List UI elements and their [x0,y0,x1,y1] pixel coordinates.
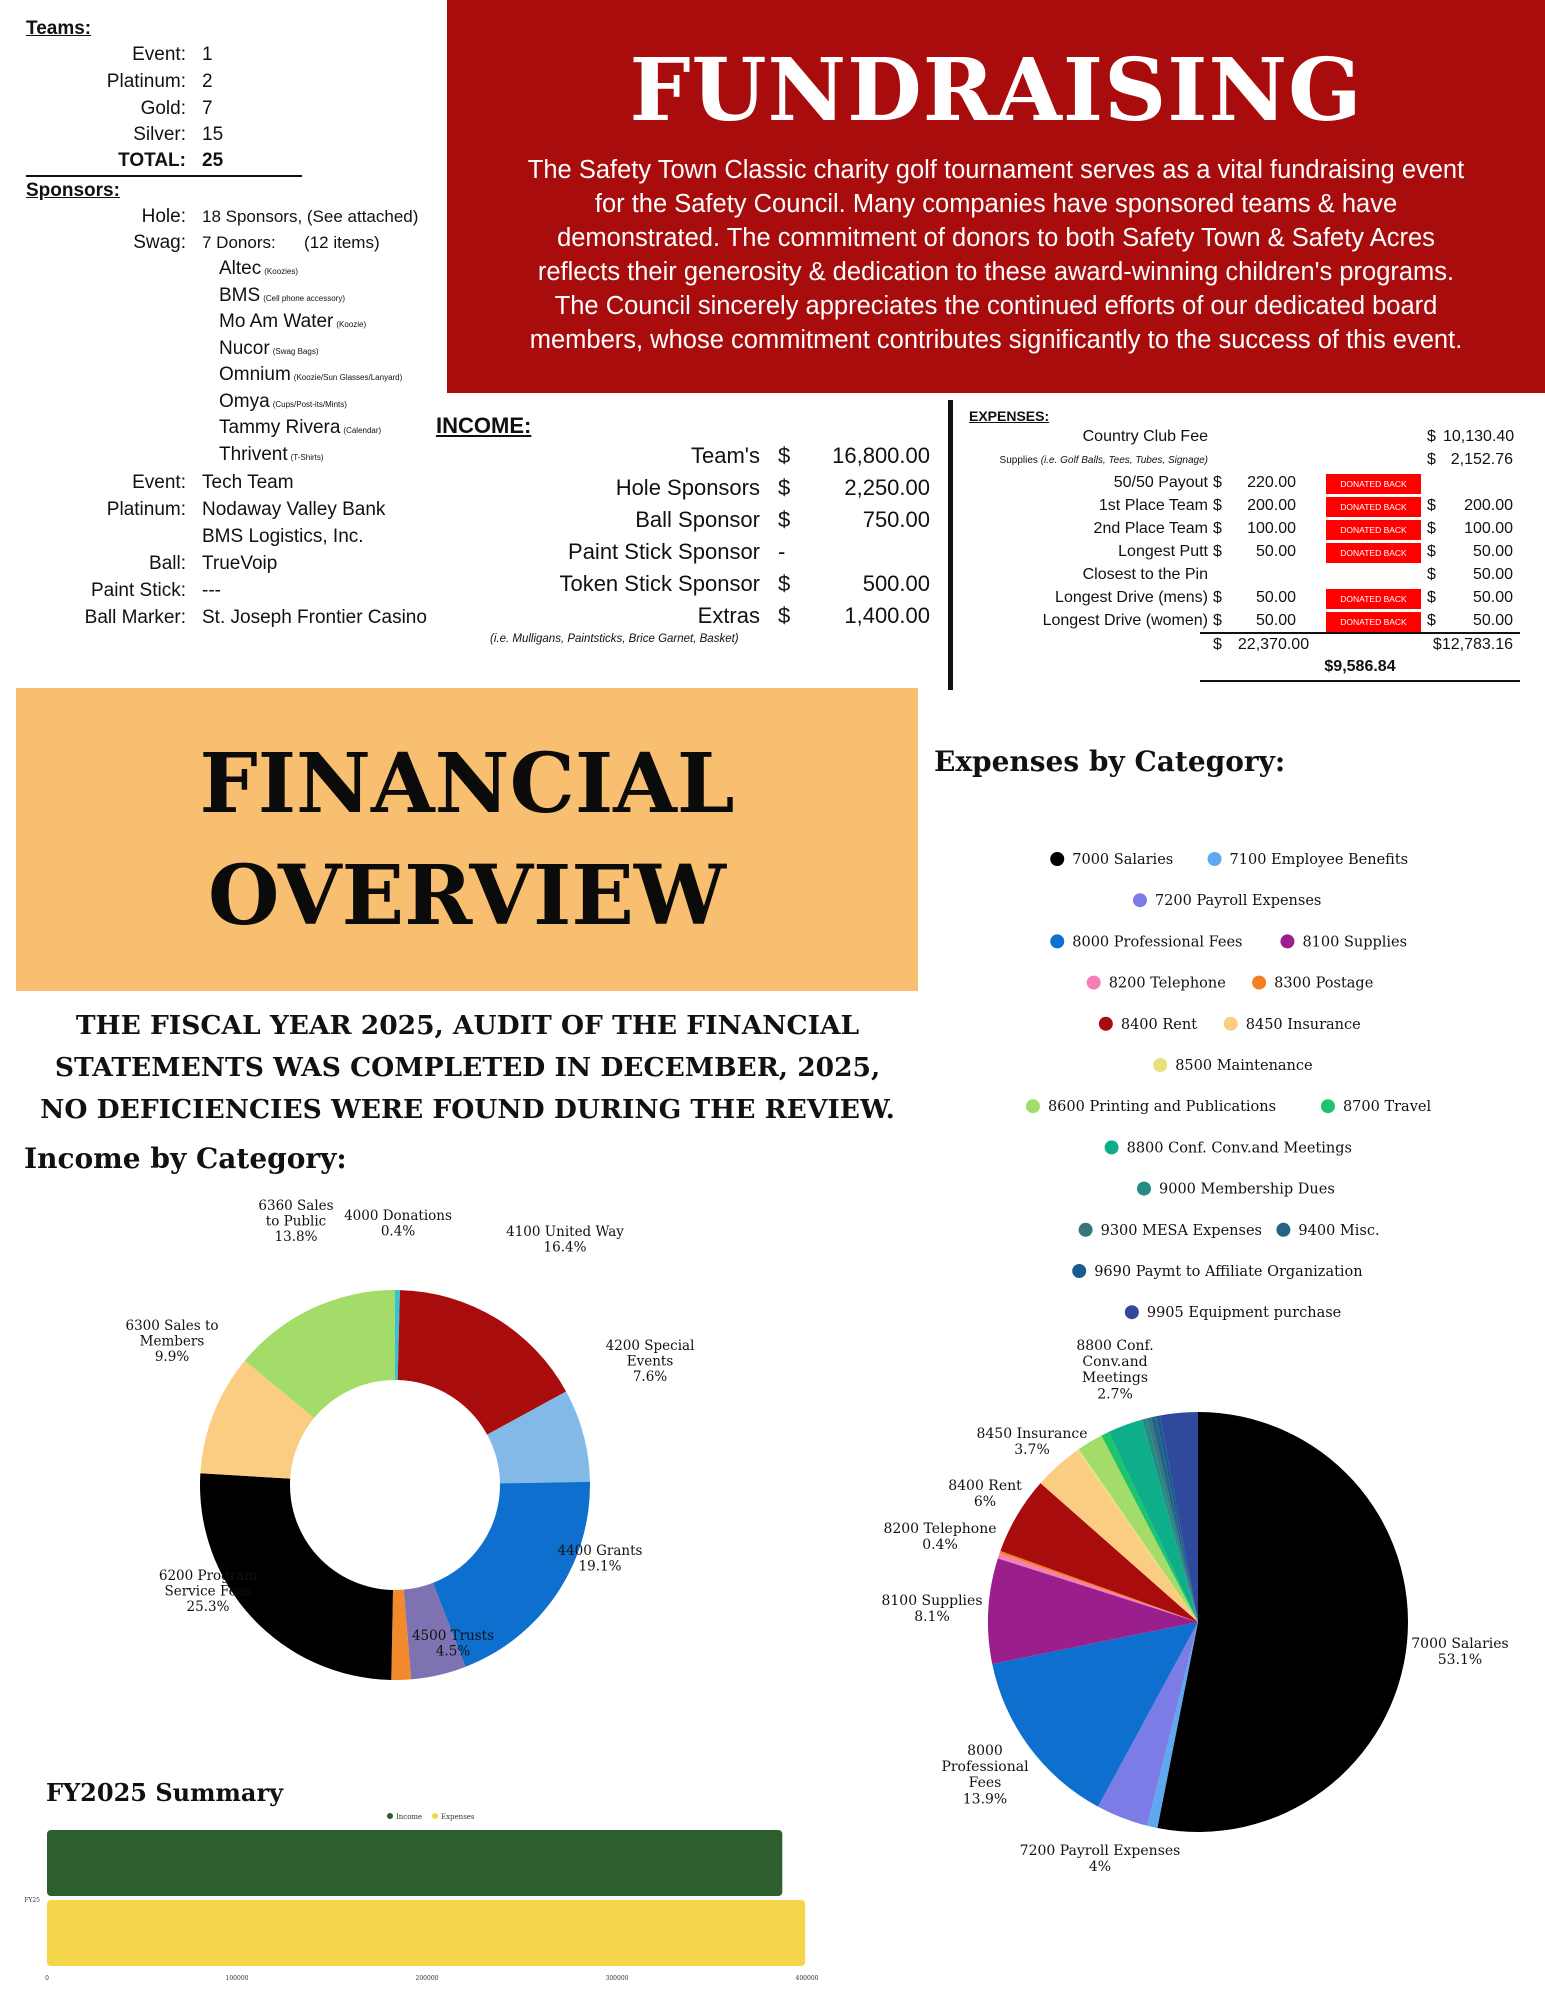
teams-row-value: 2 [202,71,213,92]
teams-total-value: 25 [202,150,224,171]
summary-bar-chart [20,1808,840,1983]
summary-chart-title: FY2025 Summary [46,1778,284,1807]
income-slice-label: 6300 Sales to Members 9.9% [125,1318,219,1366]
expense-row [953,428,1533,450]
sponsor-level-label: Paint Stick: [90,580,186,601]
legend-label: 8000 Professional Fees [1072,934,1243,951]
donor-note: (Cell phone accessory) [263,294,345,303]
legend-swatch [1137,1182,1151,1196]
expense-row [953,451,1533,473]
summary-bar [47,1900,805,1966]
income-label: Extras [697,603,760,628]
expense-amount: 220.00 [1247,474,1296,491]
donor-item [219,258,298,280]
expense-amount: 2,152.76 [1450,451,1513,468]
sponsor-level-value: Tech Team [202,472,294,493]
legend-swatch [1321,1099,1335,1113]
expense-amount: 50.00 [1472,543,1513,560]
supplies-note: (i.e. Golf Balls, Tees, Tubes, Signage) [1040,455,1208,466]
expense-currency: $ [1213,497,1222,514]
income-title: INCOME: [436,413,532,438]
legend-label: 9905 Equipment purchase [1146,1305,1342,1322]
teams-sponsors-block [26,18,456,658]
legend-label: 8400 Rent [1120,1016,1198,1033]
sponsor-level-label: Event: [132,472,186,493]
financial-overview-banner [16,688,918,991]
expense-legend [935,840,1545,1340]
expenses-net: $9,586.84 [1324,658,1396,675]
legend-label: 8800 Conf. Conv.and Meetings [1126,1140,1353,1157]
expense-currency: $ [1427,520,1436,537]
expense-slice-label: 7000 Salaries 53.1% [1411,1636,1509,1669]
donor-note: (Cups/Post-its/Mints) [272,400,347,409]
donated-back-badge: DONATED BACK [1326,589,1421,609]
audit-statement [20,1005,915,1131]
summary-tick-label: 300000 [605,1975,629,1982]
income-label: Token Stick Sponsor [559,571,760,596]
legend-label: 9000 Membership Dues [1159,1181,1335,1198]
financial-overview-title [16,728,918,952]
financial-overview-title-line: OVERVIEW [208,848,726,944]
expense-chart-title: Expenses by Category: [934,745,1286,778]
expense-currency: $ [1427,497,1436,514]
summary-tick-label: 100000 [225,1975,249,1982]
summary-legend-swatch [432,1813,438,1819]
income-currency: $ [778,603,791,628]
legend-label: 8300 Postage [1274,975,1374,992]
fundraising-line: demonstrated. The commitment of donors to both Safety Town & Safety Acres [557,224,1435,252]
legend-swatch [1224,1017,1238,1031]
expense-currency: $ [1213,612,1222,629]
teams-row-value: 1 [202,44,213,65]
audit-line: NO DEFICIENCIES WERE FOUND DURING THE REVIEW. [40,1094,895,1125]
donor-note: (Koozies) [264,267,299,276]
donor-name: BMS [219,285,261,306]
expense-total-gross: 22,370.00 [1237,636,1310,653]
expense-label: 1st Place Team [1098,497,1208,514]
expense-row [953,520,1533,542]
donated-back-badge: DONATED BACK [1326,497,1421,517]
expense-currency: $ [1427,428,1436,445]
donor-item [219,338,318,360]
legend-label: 8200 Telephone [1108,975,1226,992]
legend-label: 8500 Maintenance [1175,1058,1313,1074]
donor-name: Nucor [219,338,270,359]
donor-note: (T-Shirts) [290,453,324,462]
expense-amount: 50.00 [1255,589,1296,606]
sponsors-swag-value: 7 Donors: (12 items) [202,233,380,252]
summary-legend-label: Income [396,1813,423,1821]
sponsor-level-value: TrueVoip [202,553,278,574]
fundraising-line: The Council sincerely appreciates the continued efforts of our dedicated board [554,292,1438,320]
expense-currency: $ [1213,474,1222,491]
legend-swatch [1079,1223,1093,1237]
expense-label: Longest Drive (women) [1042,612,1208,629]
legend-swatch [1072,1264,1086,1278]
donor-name: Mo Am Water [219,311,334,332]
expense-slice-label: 8100 Supplies 8.1% [881,1593,983,1626]
expenses-total-rule [1200,632,1520,634]
fundraising-line: The Safety Town Classic charity golf tournament serves as a vital fundraising event [527,156,1465,184]
expense-row [953,566,1533,588]
income-amount: 500.00 [862,571,930,596]
expense-currency: $ [1427,566,1436,583]
donor-note: (Swag Bags) [272,347,319,356]
expense-totals-row [953,636,1533,658]
teams-row-value: 7 [202,98,213,119]
legend-label: 7100 Employee Benefits [1229,852,1409,868]
expense-currency: $ [1427,589,1436,606]
expense-row [953,589,1533,611]
legend-label: 9400 Misc. [1298,1222,1380,1239]
legend-swatch [1050,934,1064,948]
sponsor-level-label: Ball Marker: [84,607,186,628]
legend-swatch [1280,934,1294,948]
expense-currency: $ [1213,589,1222,606]
expense-label: 2nd Place Team [1093,520,1208,537]
donor-note: (Koozie) [336,320,367,329]
expense-amount: 100.00 [1247,520,1296,537]
donated-back-badge: DONATED BACK [1326,612,1421,632]
legend-swatch [1087,976,1101,990]
income-amount: 1,400.00 [844,603,930,628]
legend-label: 8450 Insurance [1245,1016,1361,1033]
legend-label: 9300 MESA Expenses [1100,1222,1262,1239]
income-label: Ball Sponsor [635,507,760,532]
donor-item [219,311,366,333]
fundraising-text [457,153,1535,357]
expense-total-currency: $ [1213,636,1222,653]
legend-swatch [1099,1017,1113,1031]
summary-tick-label: 0 [45,1975,49,1982]
income-currency: - [778,539,786,564]
summary-legend-label: Expenses [441,1813,475,1821]
teams-row-value: 15 [202,124,224,145]
income-currency: $ [778,475,791,500]
sponsor-level-value: St. Joseph Frontier Casino [202,607,427,628]
donated-back-badge: DONATED BACK [1326,520,1421,540]
income-row [430,603,930,633]
expense-total: $12,783.16 [1432,636,1513,653]
income-slice-label: 6360 Sales to Public 13.8% [258,1198,334,1246]
donor-item [219,444,324,466]
legend-swatch [1153,1058,1167,1072]
income-slice-label: 4500 Trusts 4.5% [411,1628,495,1660]
legend-label: 8600 Printing and Publications [1047,1099,1277,1116]
expense-amount: 200.00 [1247,497,1296,514]
legend-swatch [1125,1305,1139,1319]
income-chart-title: Income by Category: [24,1142,347,1175]
supplies-label: Supplies [999,455,1038,466]
expense-amount: 200.00 [1464,497,1513,514]
financial-overview-title-line: FINANCIAL [199,736,735,832]
donor-item [219,417,381,439]
donor-item [219,391,347,413]
sponsor-level-label: Ball: [149,553,186,574]
fundraising-line: reflects their generosity & dedication to these award-winning children's programs. [537,258,1455,286]
expenses-title: EXPENSES: [969,408,1050,424]
income-label: Hole Sponsors [615,475,760,500]
summary-bar [47,1830,782,1896]
income-slice-label: 4200 Special Events 7.6% [605,1338,695,1386]
expense-amount: 50.00 [1255,612,1296,629]
audit-line: STATEMENTS WAS COMPLETED IN DECEMBER, 2025, [54,1052,881,1083]
expense-row [953,612,1533,634]
teams-heading: Teams: [26,18,92,39]
teams-total-label: TOTAL: [118,150,186,171]
donor-name: Altec [219,258,262,279]
expense-currency: $ [1427,451,1436,468]
legend-label: 8700 Travel [1342,1099,1432,1116]
summary-legend-swatch [387,1813,393,1819]
legend-label: 7000 Salaries [1072,852,1174,868]
sponsors-heading: Sponsors: [26,180,120,201]
expense-label: Longest Putt [1118,543,1208,560]
expense-label: Country Club Fee [1082,428,1208,445]
fundraising-title: FUNDRAISING [629,40,1363,141]
expense-slice-label: 7200 Payroll Expenses 4% [1019,1843,1181,1876]
expense-label [1000,455,1208,466]
income-note: (i.e. Mulligans, Paintsticks, Brice Garnet, Basket) [490,633,739,645]
income-row [430,507,930,537]
teams-row-label: Silver: [133,124,186,145]
donated-back-badge: DONATED BACK [1326,543,1421,563]
income-currency: $ [778,571,791,596]
income-currency: $ [778,443,791,468]
teams-row-label: Gold: [140,98,186,119]
expense-label: Closest to the Pin [1082,566,1208,583]
expense-label: Longest Drive (mens) [1055,589,1208,606]
teams-total-rule [26,175,302,177]
sponsors-swag-label: Swag: [133,232,186,253]
sponsor-level-value: --- [202,580,221,601]
expense-slice-label: 8000 Professional Fees 13.9% [941,1743,1029,1808]
expense-currency: $ [1213,543,1222,560]
donor-name: Omya [219,391,270,412]
legend-swatch [1252,976,1266,990]
sponsors-hole-value: 18 Sponsors, (See attached) [202,207,419,226]
income-slice-label: 4000 Donations 0.4% [344,1208,452,1240]
donor-name: Thrivent [219,444,288,465]
income-row [430,443,930,473]
expense-amount: 10,130.40 [1443,428,1515,445]
expenses-table [948,400,1543,690]
expense-slice-label: 8400 Rent 6% [948,1478,1022,1511]
expense-currency: $ [1427,543,1436,560]
donor-note: (Calendar) [343,426,382,435]
income-table [430,405,950,655]
income-amount: 750.00 [862,507,930,532]
expense-amount: 50.00 [1472,589,1513,606]
summary-category-label: FY25 [24,1897,40,1904]
legend-swatch [1208,852,1222,866]
expense-slice-label: 8800 Conf. Conv.and Meetings 2.7% [1076,1338,1154,1403]
fundraising-line: for the Safety Council. Many companies have sponsored teams & have [594,190,1398,218]
teams-row-label: Event: [132,44,186,65]
expenses-net-rule [1200,680,1520,682]
sponsors-hole-label: Hole: [141,206,186,227]
income-label: Team's [691,443,760,468]
income-amount: 2,250.00 [844,475,930,500]
income-slice-label: 4400 Grants 19.1% [557,1543,643,1575]
donated-back-badge: DONATED BACK [1326,474,1421,494]
legend-swatch [1105,1140,1119,1154]
income-donut-chart [0,1180,940,1680]
expense-row [953,543,1533,565]
income-currency: $ [778,507,791,532]
expense-row [953,497,1533,519]
expense-amount: 50.00 [1472,612,1513,629]
donor-item [219,285,345,307]
expense-slice-label: 8200 Telephone 0.4% [883,1521,997,1554]
expense-currency: $ [1213,520,1222,537]
legend-label: 7200 Payroll Expenses [1154,893,1322,910]
expense-label: 50/50 Payout [1113,474,1208,491]
expense-pie-chart [860,1320,1545,1910]
expense-row [953,474,1533,496]
expense-amount: 100.00 [1464,520,1513,537]
income-amount: 16,800.00 [832,443,930,468]
donor-name: Omnium [219,364,291,385]
summary-tick-label: 400000 [795,1975,819,1982]
income-row [430,571,930,601]
teams-row-label: Platinum: [106,71,186,92]
income-slice-label: 6200 Program Service Fees 25.3% [158,1568,258,1616]
legend-label: 8100 Supplies [1302,934,1408,951]
summary-tick-label: 200000 [415,1975,439,1982]
donor-name: Tammy Rivera [219,417,341,438]
income-slice-label: 4100 United Way 16.4% [506,1224,624,1256]
income-label: Paint Stick Sponsor [568,539,760,564]
donor-item [219,364,402,386]
legend-swatch [1026,1099,1040,1113]
expense-currency: $ [1427,612,1436,629]
sponsor-level-label: Platinum: [106,499,186,520]
expense-slice-label: 8450 Insurance 3.7% [976,1426,1088,1459]
income-row [430,539,930,569]
fundraising-line: members, whose commitment contributes significantly to the success of this event. [529,326,1463,354]
fundraising-banner [447,0,1545,393]
legend-label: 9690 Paymt to Affiliate Organization [1094,1264,1363,1280]
legend-swatch [1133,893,1147,907]
legend-swatch [1276,1223,1290,1237]
audit-line: THE FISCAL YEAR 2025, AUDIT OF THE FINANCIAL [75,1010,860,1041]
expense-amount: 50.00 [1255,543,1296,560]
donor-note: (Koozie/Sun Glasses/Lanyard) [293,373,403,382]
sponsor-level-value: Nodaway Valley Bank [202,499,386,520]
legend-swatch [1050,852,1064,866]
income-row [430,475,930,505]
sponsor-level-value: BMS Logistics, Inc. [202,526,364,547]
expense-amount: 50.00 [1472,566,1513,583]
